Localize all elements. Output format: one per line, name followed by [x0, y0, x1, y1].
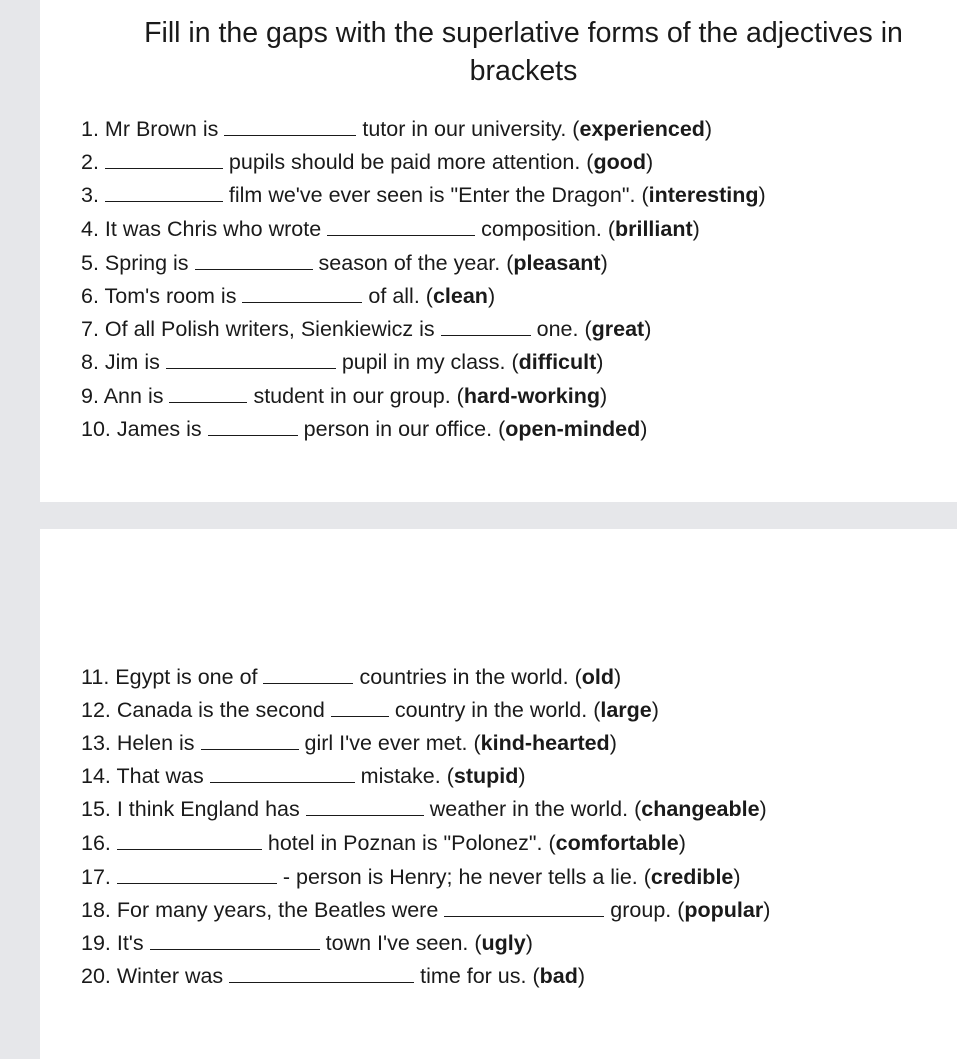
exercise-item: 18. For many years, the Beatles were group. (popular) [81, 898, 771, 922]
adjective-hint: changeable [641, 797, 760, 821]
exercise-text-after: film we've ever seen is "Enter the Dragon". [228, 183, 636, 207]
exercise-text-before: 20. Winter was [81, 964, 224, 988]
exercise-item: 9. Ann is student in our group. (hard-working) [81, 384, 608, 408]
adjective-hint: old [581, 665, 614, 689]
exercise-item: 19. It's town I've seen. (ugly) [81, 931, 533, 955]
exercise-text-after: country in the world. [394, 698, 588, 722]
exercise-text-after: season of the year. [318, 251, 501, 275]
exercise-text-before: 5. Spring is [81, 251, 189, 275]
exercise-item: 6. Tom's room is of all. (clean) [81, 284, 496, 308]
exercise-text-before: 16. [81, 831, 111, 855]
exercise-text-after: pupils should be paid more attention. [228, 150, 581, 174]
exercise-item: 3. film we've ever seen is "Enter the Dragon". (interesting) [81, 183, 766, 207]
answer-blank[interactable] [444, 898, 604, 917]
exercise-text-before: 8. Jim is [81, 350, 160, 374]
adjective-hint: popular [684, 898, 764, 922]
adjective-hint: clean [432, 284, 488, 308]
answer-blank[interactable] [229, 964, 414, 983]
answer-blank[interactable] [105, 183, 223, 202]
exercise-text-before: 4. It was Chris who wrote [81, 217, 322, 241]
exercise-text-after: pupil in my class. [341, 350, 506, 374]
exercise-text-after: composition. [481, 217, 602, 241]
answer-blank[interactable] [201, 731, 299, 750]
exercise-text-before: 12. Canada is the second [81, 698, 325, 722]
exercise-text-before: 10. James is [81, 417, 202, 441]
answer-blank[interactable] [208, 417, 298, 436]
adjective-hint: ugly [481, 931, 526, 955]
adjective-hint: stupid [453, 764, 519, 788]
exercise-text-after: mistake. [360, 764, 441, 788]
exercise-text-before: 15. I think England has [81, 797, 300, 821]
exercise-text-before: 19. It's [81, 931, 144, 955]
exercise-text-before: 1. Mr Brown is [81, 117, 219, 141]
exercise-text-after: town I've seen. [325, 931, 469, 955]
exercise-text-before: 18. For many years, the Beatles were [81, 898, 439, 922]
adjective-hint: large [600, 698, 652, 722]
adjective-hint: difficult [518, 350, 597, 374]
adjective-hint: brilliant [614, 217, 693, 241]
exercise-text-before: 14. That was [81, 764, 204, 788]
exercise-text-after: girl I've ever met. [304, 731, 468, 755]
answer-blank[interactable] [150, 931, 320, 950]
answer-blank[interactable] [169, 384, 247, 403]
adjective-hint: open-minded [505, 417, 641, 441]
exercise-text-after: student in our group. [253, 384, 451, 408]
exercise-text-before: 11. Egypt is one of [81, 665, 258, 689]
answer-blank[interactable] [166, 350, 336, 369]
exercise-text-after: time for us. [420, 964, 527, 988]
exercise-text-after: one. [536, 317, 579, 341]
exercise-text-after: hotel in Poznan is "Polonez". [267, 831, 543, 855]
answer-blank[interactable] [195, 251, 313, 270]
adjective-hint: pleasant [513, 251, 601, 275]
exercise-text-before: 6. Tom's room is [81, 284, 237, 308]
adjective-hint: bad [539, 964, 578, 988]
exercise-item: 20. Winter was time for us. (bad) [81, 964, 586, 988]
exercise-item: 11. Egypt is one of countries in the world. (old) [81, 665, 622, 689]
answer-blank[interactable] [441, 317, 531, 336]
exercise-text-after: of all. [368, 284, 420, 308]
exercise-item: 17. - person is Henry; he never tells a lie. (credible) [81, 865, 741, 889]
exercise-text-before: 9. Ann is [81, 384, 164, 408]
answer-blank[interactable] [210, 764, 355, 783]
exercise-item: 7. Of all Polish writers, Sienkiewicz is one. (great) [81, 317, 652, 341]
exercise-item: 14. That was mistake. (stupid) [81, 764, 526, 788]
exercise-text-before: 17. [81, 865, 111, 889]
page-title: Fill in the gaps with the superlative forms of the adjectives in brackets [144, 17, 903, 87]
exercise-text-after: - person is Henry; he never tells a lie. [282, 865, 638, 889]
adjective-hint: interesting [648, 183, 759, 207]
adjective-hint: kind-hearted [480, 731, 610, 755]
adjective-hint: great [591, 317, 645, 341]
exercise-item: 16. hotel in Poznan is "Polonez". (comfortable) [81, 831, 686, 855]
exercise-text-after: group. [610, 898, 672, 922]
exercise-text-after: countries in the world. [359, 665, 569, 689]
exercise-item: 1. Mr Brown is tutor in our university. (experienced) [81, 117, 713, 141]
answer-blank[interactable] [306, 797, 424, 816]
exercise-text-before: 2. [81, 150, 99, 174]
adjective-hint: credible [650, 865, 734, 889]
exercise-item: 13. Helen is girl I've ever met. (kind-hearted) [81, 731, 617, 755]
exercise-text-before: 3. [81, 183, 99, 207]
adjective-hint: experienced [579, 117, 705, 141]
worksheet-page-2 [40, 529, 957, 1059]
exercise-item: 12. Canada is the second country in the world. (large) [81, 698, 659, 722]
exercise-text-before: 7. Of all Polish writers, Sienkiewicz is [81, 317, 435, 341]
answer-blank[interactable] [105, 150, 223, 169]
adjective-hint: hard-working [463, 384, 600, 408]
answer-blank[interactable] [263, 665, 353, 684]
exercise-item: 5. Spring is season of the year. (pleasant) [81, 251, 608, 275]
exercise-item: 10. James is person in our office. (open-minded) [81, 417, 648, 441]
answer-blank[interactable] [117, 865, 277, 884]
adjective-hint: good [593, 150, 646, 174]
answer-blank[interactable] [327, 217, 475, 236]
adjective-hint: comfortable [555, 831, 679, 855]
exercise-text-after: weather in the world. [429, 797, 629, 821]
answer-blank[interactable] [331, 698, 389, 717]
exercise-item: 2. pupils should be paid more attention. (good) [81, 150, 654, 174]
exercise-item: 8. Jim is pupil in my class. (difficult) [81, 350, 604, 374]
answer-blank[interactable] [117, 831, 262, 850]
exercise-item: 15. I think England has weather in the world. (changeable) [81, 797, 767, 821]
exercise-text-after: person in our office. [303, 417, 493, 441]
worksheet-page-1 [40, 0, 957, 502]
exercise-text-before: 13. Helen is [81, 731, 195, 755]
answer-blank[interactable] [242, 284, 362, 303]
answer-blank[interactable] [224, 117, 356, 136]
exercise-text-after: tutor in our university. [362, 117, 567, 141]
exercise-item: 4. It was Chris who wrote composition. (brilliant) [81, 217, 700, 241]
